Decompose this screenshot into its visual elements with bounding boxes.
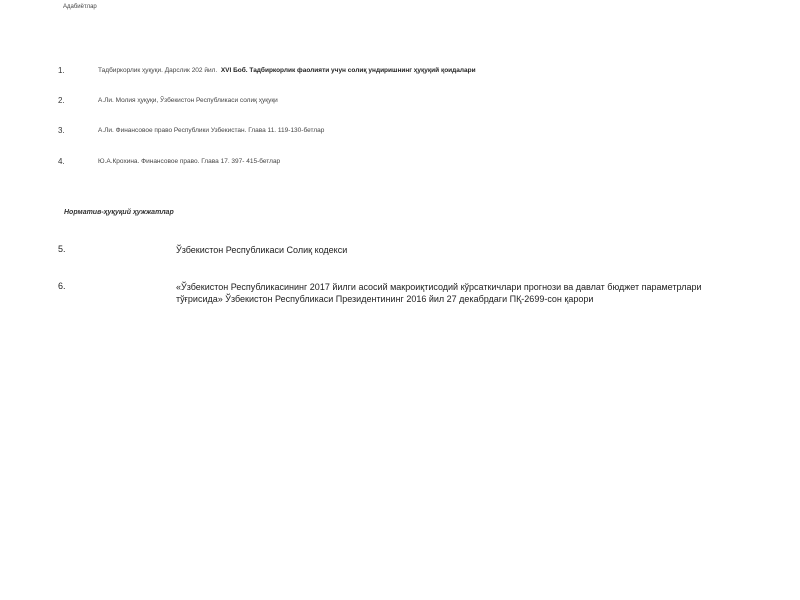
list-item — [0, 126, 800, 138]
item-number: 3. — [58, 126, 65, 135]
item-text: Тадбиркорлик ҳуқуқи. Дарслик 202 йил. XVI Боб. Тадбиркорлик фаолияти учун солиқ ундиришнинг ҳуқуқий қоидалари — [98, 67, 476, 74]
item-text: Ю.А.Крохина. Финансовое право. Глава 17. 397- 415-бетлар — [98, 158, 281, 165]
item-number: 4. — [58, 157, 65, 166]
item-text: А.Ли. Финансовое право Республики Узбекистан. Глава 11. 119-130-бетлар — [98, 127, 325, 134]
list-item — [0, 66, 800, 78]
item-number: 2. — [58, 96, 65, 105]
list-item — [0, 157, 800, 169]
item-number: 1. — [58, 66, 65, 75]
item-bold-text: XVI Боб. Тадбиркорлик фаолияти учун солиқ ундиришнинг ҳуқуқий қоидалари — [220, 67, 476, 74]
item-text: А.Ли. Молия ҳуқуқи, Ўзбекистон Республикаси солиқ ҳуқуқи — [98, 97, 278, 104]
item-number: 6. — [58, 281, 66, 291]
item-number: 5. — [58, 244, 66, 254]
references-heading: Адабиётлар — [63, 4, 97, 10]
item-text: Ўзбекистон Республикаси Солиқ кодекси — [176, 245, 348, 255]
normative-section-title: Норматив-ҳуқуқий ҳужжатлар — [64, 209, 174, 216]
list-item — [0, 96, 800, 108]
item-text: «Ўзбекистон Республикасининг 2017 йилги асосий макроиқтисодий кўрсаткичлари прогнози ва давлат бюджет параметрлари тўғрисида» Ўзбекистон Республикаси Президентининг 2016 йил 27 декабрдаги ПҚ-2699-сон қарори — [176, 282, 702, 304]
